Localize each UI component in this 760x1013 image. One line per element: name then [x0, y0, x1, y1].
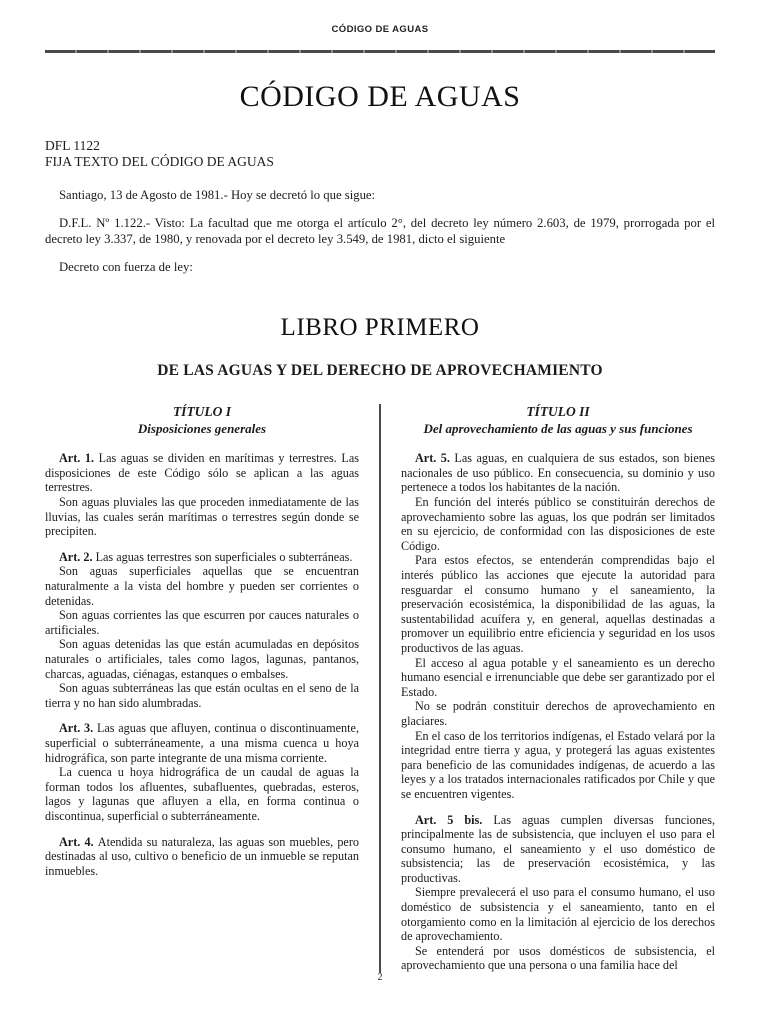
right-column: [401, 404, 715, 973]
article-paragraph: Art. 1. Las aguas se dividen en marítimas y terrestres. Las disposiciones de este Código sólo se aplican a las aguas terrestres.: [45, 451, 359, 495]
intro-paragraph: D.F.L. Nº 1.122.- Visto: La facultad que me otorga el artículo 2°, del decreto ley número 2.603, de 1979, prorrogada por el decreto ley 3.337, de 1980, y renovada por el decreto ley 3.549, de 1981, dicto el siguiente: [45, 216, 715, 246]
article-paragraph: Art. 3. Las aguas que afluyen, continua o discontinuamente, superficial o subterráneamente, a una misma cuenca u hoya hidrográfica, son parte integrante de una misma corriente.: [45, 721, 359, 765]
decree-identifier: [45, 138, 715, 170]
article-number: Art. 4.: [59, 834, 98, 849]
titulo-1-header: [45, 404, 359, 437]
book-title: LIBRO PRIMERO: [280, 313, 480, 341]
article-paragraph: Son aguas detenidas las que están acumuladas en depósitos naturales o artificiales, tales como lagos, lagunas, pantanos, charcas, aguadas, ciénagas, estanques o embalses.: [45, 637, 359, 681]
decree-number: DFL 1122: [45, 137, 100, 153]
article-number: Art. 1.: [59, 451, 99, 466]
article-paragraph: Son aguas superficiales aquellas que se encuentran naturalmente a la vista del hombre y pueden ser corrientes o detenidas.: [45, 564, 359, 608]
article-paragraph: Son aguas subterráneas las que están ocultas en el seno de la tierra y no han sido alumbradas.: [45, 681, 359, 710]
two-column-body: [45, 404, 715, 973]
titulo-2-subtitle: Del aprovechamiento de las aguas y sus funciones: [423, 421, 693, 437]
document-title: CÓDIGO DE AGUAS: [239, 79, 521, 113]
intro-paragraph: Decreto con fuerza de ley:: [59, 260, 193, 274]
titulo-2-header: [401, 404, 715, 437]
article-paragraph: Son aguas corrientes las que escurren por cauces naturales o artificiales.: [45, 608, 359, 637]
article-paragraph: No se podrán constituir derechos de aprovechamiento en glaciares.: [401, 699, 715, 728]
article-number: Art. 3.: [59, 721, 97, 736]
article-paragraph: En el caso de los territorios indígenas, el Estado velará por la integridad entre tierra y agua, y protegerá las aguas existentes para beneficio de las comunidades indígenas, de acuerdo a las leyes y a los tratados internacionales ratificados por Chile y que se encuentren vigentes.: [401, 728, 715, 801]
column-divider: [379, 404, 381, 973]
article-paragraph: Art. 4. Atendida su naturaleza, las aguas son muebles, pero destinadas al uso, cultivo o beneficio de un inmueble se reputan inmuebles.: [45, 834, 359, 878]
article-paragraph: Art. 5. Las aguas, en cualquiera de sus estados, son bienes nacionales de uso público. En consecuencia, su dominio y uso pertenece a todos los habitantes de la nación.: [401, 451, 715, 495]
article-number: Art. 5 bis.: [415, 812, 494, 827]
article-paragraph: El acceso al agua potable y el saneamiento es un derecho humano esencial e irrenunciable que debe ser garantizado por el Estado.: [401, 655, 715, 699]
column-gap: [359, 404, 401, 973]
article-paragraph: Siempre prevalecerá el uso para el consumo humano, el uso doméstico de subsistencia y el saneamiento, tanto en el otorgamiento como en la limitación al ejercicio de los derechos de aprovechamiento.: [401, 885, 715, 944]
article-paragraph: Se entenderá por usos domésticos de subsistencia, el aprovechamiento que una persona o una familia hace del: [401, 943, 715, 973]
article-paragraph: Art. 5 bis. Las aguas cumplen diversas funciones, principalmente las de subsistencia, que incluyen el uso para el consumo humano, el saneamiento y el uso doméstico de subsistencia; las de preservación ecosistémica, y las productivas.: [401, 812, 715, 885]
article-paragraph: La cuenca u hoya hidrográfica de un caudal de aguas la forman todos los afluentes, subafluentes, quebradas, esteros, lagos y lagunas que afluyen a ella, en forma continua o discontinua, superficial o subterráneamente.: [45, 765, 359, 823]
article-number: Art. 2.: [59, 549, 96, 564]
titulo-2-label: TÍTULO II: [526, 404, 590, 420]
article-paragraph: Son aguas pluviales las que proceden inmediatamente de las lluvias, las cuales serán marítimas o terrestres según donde se precipiten.: [45, 495, 359, 539]
intro-paragraph: Santiago, 13 de Agosto de 1981.- Hoy se decretó lo que sigue:: [59, 187, 376, 202]
titulo-1-label: TÍTULO I: [172, 404, 232, 420]
page-number: 2: [377, 972, 383, 983]
titulo-1-subtitle: Disposiciones generales: [137, 421, 267, 437]
header-rule: [45, 50, 715, 53]
article-paragraph: Para estos efectos, se entenderán comprendidas bajo el interés público las acciones que ejecute la autoridad para resguardar el consumo humano y el saneamiento, la preservación ecosistémica, la disponibilidad de las aguas, la sustentabilidad acuífera y, en general, aquellas destinadas a promover un equilibrio entre eficiencia y seguridad en los usos productivos de las aguas.: [401, 553, 715, 655]
article-paragraph: Art. 2. Las aguas terrestres son superficiales o subterráneas.: [59, 549, 353, 564]
intro-section: [45, 188, 715, 276]
book-subtitle: DE LAS AGUAS Y DEL DERECHO DE APROVECHAMIENTO: [157, 362, 603, 380]
article-paragraph: En función del interés público se constituirán derechos de aprovechamiento sobre las aguas, los que podrán ser limitados en su ejercicio, de conformidad con las disposiciones de este Código.: [401, 495, 715, 553]
left-column: [45, 404, 359, 973]
article-number: Art. 5.: [415, 451, 455, 466]
decree-subject: FIJA TEXTO DEL CÓDIGO DE AGUAS: [45, 153, 274, 169]
running-header: CÓDIGO DE AGUAS: [331, 24, 429, 35]
